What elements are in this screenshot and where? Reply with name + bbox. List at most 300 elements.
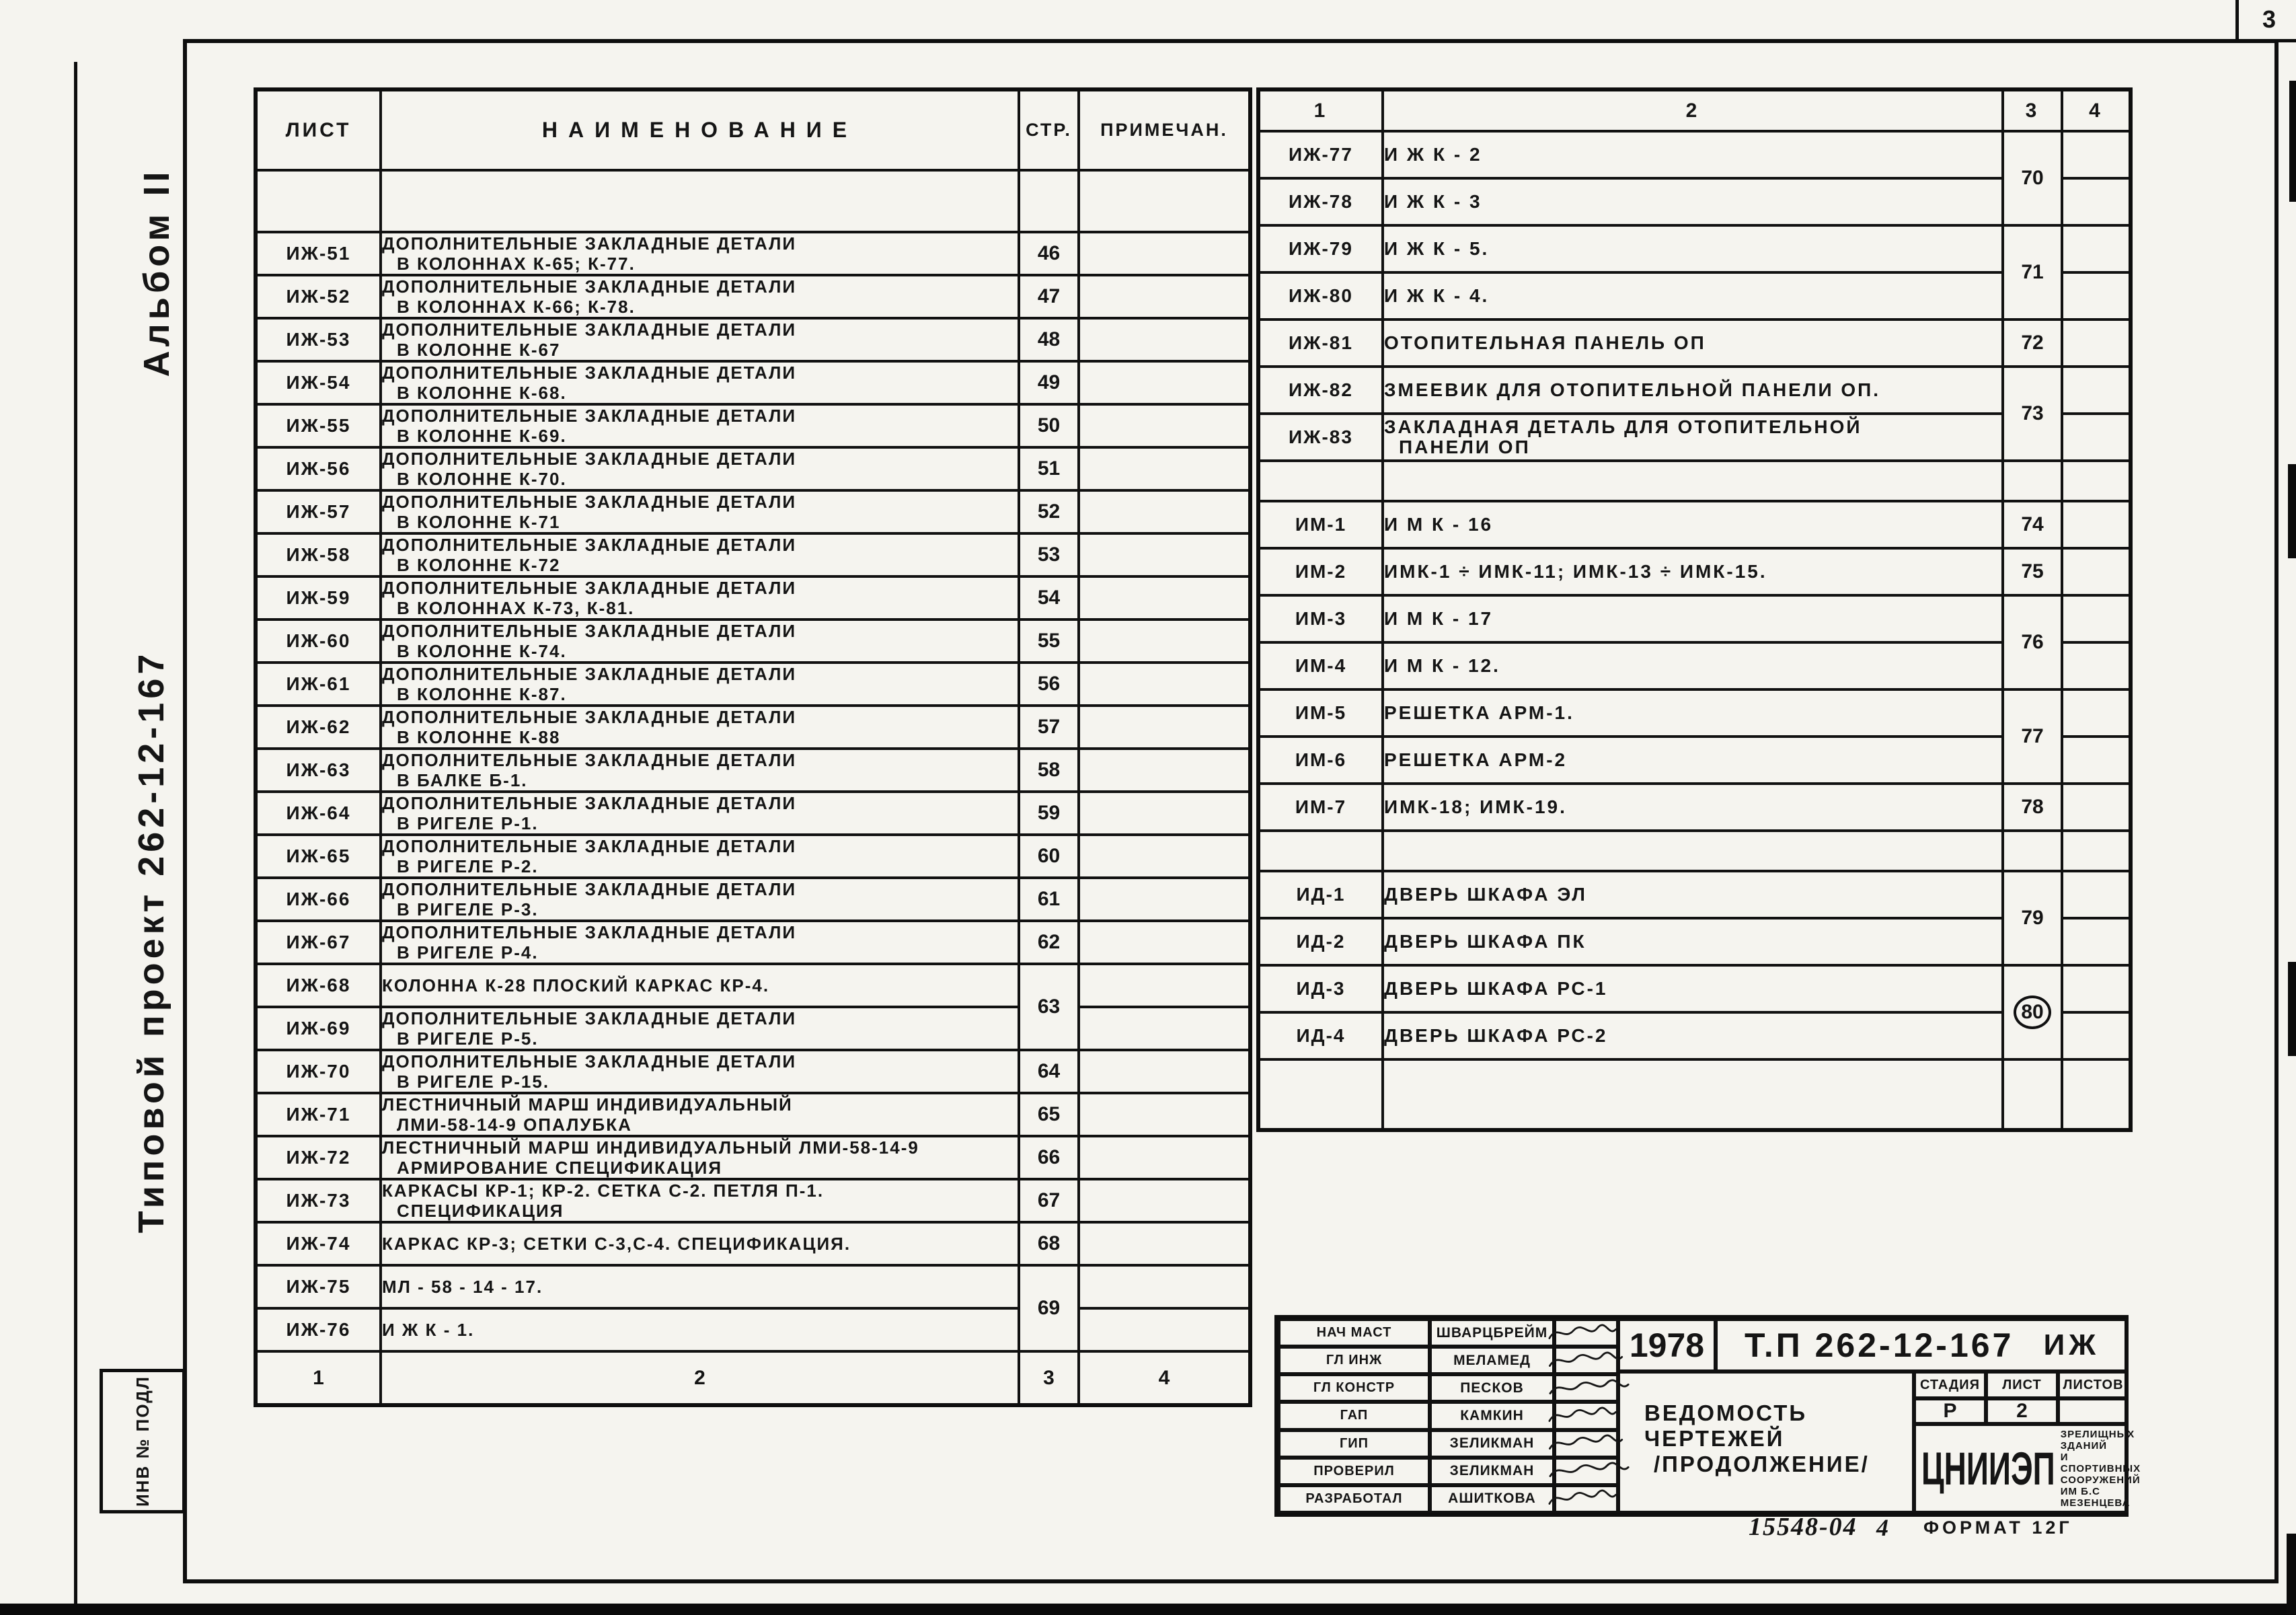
sheet-id-cell: ИЖ-57 xyxy=(256,490,381,533)
table-row xyxy=(256,1007,1250,1050)
name-line: В КОЛОННАХ К-73, К-81. xyxy=(397,598,635,618)
sheet-id-cell: ИЖ-81 xyxy=(1258,320,1383,367)
note-cell xyxy=(2062,178,2131,225)
name-line: ДВЕРЬ ШКАФА РС-1 xyxy=(1384,978,1608,999)
page-cell xyxy=(1019,1050,1079,1093)
table-footer-row xyxy=(256,1351,1250,1405)
note-cell xyxy=(1079,318,1250,361)
table-row xyxy=(1258,414,2131,461)
name-line: ДОПОЛНИТЕЛЬНЫЕ ЗАКЛАДНЫЕ ДЕТАЛИ xyxy=(382,879,797,899)
name-line: И Ж К - 5. xyxy=(1384,238,1490,259)
page-number: 80 xyxy=(2014,996,2051,1029)
name-cell xyxy=(1383,501,2003,548)
name-line: ДОПОЛНИТЕЛЬНЫЕ ЗАКЛАДНЫЕ ДЕТАЛИ xyxy=(382,578,797,598)
scan-streak xyxy=(2287,1534,2296,1614)
person-role: ГАП xyxy=(1278,1402,1430,1429)
name-line: В КОЛОННЕ К-88 xyxy=(397,727,561,747)
page-cell xyxy=(1019,490,1079,533)
sheet-id-cell: ИД-4 xyxy=(1258,1012,1383,1059)
name-line: ИМК-1 ÷ ИМК-11; ИМК-13 ÷ ИМК-15. xyxy=(1384,561,1767,582)
organization-description xyxy=(2061,1429,2141,1509)
name-cell xyxy=(381,576,1019,619)
table-row xyxy=(1258,131,2131,178)
note-cell xyxy=(1079,1265,1250,1308)
name-cell xyxy=(381,964,1019,1007)
sheet-id-cell: ИМ-1 xyxy=(1258,501,1383,548)
person-role: ГЛ ИНЖ xyxy=(1278,1347,1430,1374)
sheet-id-cell: ИМ-6 xyxy=(1258,737,1383,784)
name-line: ДОПОЛНИТЕЛЬНЫЕ ЗАКЛАДНЫЕ ДЕТАЛИ xyxy=(382,922,797,942)
note-cell xyxy=(1079,533,1250,576)
name-cell xyxy=(1383,414,2003,461)
person-signature xyxy=(1554,1430,1618,1458)
page-number: 53 xyxy=(1037,543,1061,566)
page-cell xyxy=(1019,318,1079,361)
name-cell xyxy=(1383,965,2003,1012)
table-row xyxy=(1258,689,2131,737)
name-cell xyxy=(1383,272,2003,320)
drawing-index-table-left xyxy=(254,87,1248,1407)
page-number: 68 xyxy=(1037,1232,1061,1254)
name-line: ДОПОЛНИТЕЛЬНЫЕ ЗАКЛАДНЫЕ ДЕТАЛИ xyxy=(382,406,797,426)
note-cell xyxy=(1079,1007,1250,1050)
name-line: В КОЛОННАХ К-66; К-78. xyxy=(397,297,636,317)
note-cell xyxy=(2062,784,2131,831)
page-cell xyxy=(1019,835,1079,878)
table-row xyxy=(256,447,1250,490)
sheet-id-cell: ИЖ-54 xyxy=(256,361,381,404)
name-line: ЛЕСТНИЧНЫЙ МАРШ ИНДИВИДУАЛЬНЫЙ xyxy=(382,1094,793,1115)
name-cell xyxy=(381,1308,1019,1351)
column-number: 1 xyxy=(256,1351,381,1405)
page-number: 48 xyxy=(1037,328,1061,350)
page-cell xyxy=(1019,447,1079,490)
sheet-id-cell: ИЖ-53 xyxy=(256,318,381,361)
name-cell xyxy=(381,706,1019,749)
person-name: МЕЛАМЕД xyxy=(1430,1347,1554,1374)
table-row xyxy=(256,1136,1250,1179)
name-line: В РИГЕЛЕ Р-1. xyxy=(397,813,539,833)
empty-cell xyxy=(2003,1059,2062,1130)
sheet-id-cell: ИЖ-82 xyxy=(1258,367,1383,414)
page-number: 3 xyxy=(2262,5,2276,33)
name-cell xyxy=(381,232,1019,275)
empty-cell xyxy=(2062,1059,2131,1130)
organization-description-line: ЗРЕЛИЩНЫХ ЗДАНИЙ xyxy=(2060,1428,2135,1452)
name-cell xyxy=(381,1007,1019,1050)
note-cell xyxy=(1079,576,1250,619)
page-number: 51 xyxy=(1037,457,1061,480)
page-number: 75 xyxy=(2021,560,2044,583)
table-row xyxy=(256,706,1250,749)
table-row xyxy=(256,1308,1250,1351)
table-row xyxy=(256,533,1250,576)
page-cell xyxy=(1019,232,1079,275)
page-cell xyxy=(2003,871,2062,965)
page-cell xyxy=(1019,749,1079,792)
page-number: 56 xyxy=(1037,673,1061,695)
page-number: 69 xyxy=(1037,1297,1061,1319)
page-cell xyxy=(2003,367,2062,461)
note-cell xyxy=(1079,1179,1250,1222)
page-reference: 4 xyxy=(1876,1514,1888,1541)
sheet-id-cell: ИЖ-65 xyxy=(256,835,381,878)
document-subtitle: /ПРОДОЛЖЕНИЕ/ xyxy=(1654,1452,1870,1476)
name-cell xyxy=(381,318,1019,361)
sheet-id-cell: ИЖ-68 xyxy=(256,964,381,1007)
name-line: В КОЛОННЕ К-69. xyxy=(397,426,567,446)
table-row xyxy=(256,361,1250,404)
project-label: Типовой проект 262-12-167 xyxy=(131,650,171,1234)
sheet-id-cell: ИЖ-64 xyxy=(256,792,381,835)
organization-logo: ЦНИИЭП xyxy=(1921,1442,2055,1495)
page-number: 67 xyxy=(1037,1189,1061,1211)
drawing-index-table-right xyxy=(1256,87,2129,1132)
table-row xyxy=(1258,642,2131,689)
page-cell xyxy=(1019,1179,1079,1222)
sheet-id-cell: ИМ-5 xyxy=(1258,689,1383,737)
page-number: 60 xyxy=(1037,845,1061,867)
name-line: ДОПОЛНИТЕЛЬНЫЕ ЗАКЛАДНЫЕ ДЕТАЛИ xyxy=(382,449,797,469)
person-name: АШИТКОВА xyxy=(1430,1485,1554,1513)
sheet-id-cell: ИЖ-74 xyxy=(256,1222,381,1265)
signature-icon xyxy=(1545,1322,1628,1345)
sheet-id-cell: ИЖ-59 xyxy=(256,576,381,619)
name-line: ДОПОЛНИТЕЛЬНЫЕ ЗАКЛАДНЫЕ ДЕТАЛИ xyxy=(382,1008,797,1028)
sheet-id-cell: ИЖ-80 xyxy=(1258,272,1383,320)
page-cell xyxy=(1019,361,1079,404)
name-line: ДОПОЛНИТЕЛЬНЫЕ ЗАКЛАДНЫЕ ДЕТАЛИ xyxy=(382,664,797,684)
name-cell xyxy=(381,275,1019,318)
sheet-id-cell: ИЖ-56 xyxy=(256,447,381,490)
name-line: В РИГЕЛЕ Р-5. xyxy=(397,1028,539,1049)
page-cell xyxy=(2003,320,2062,367)
page-number: 71 xyxy=(2021,261,2044,283)
name-cell xyxy=(381,921,1019,964)
note-cell xyxy=(1079,490,1250,533)
empty-cell xyxy=(1383,831,2003,871)
left-index-table xyxy=(254,87,1252,1407)
page-number: 58 xyxy=(1037,759,1061,781)
person-signature xyxy=(1554,1402,1618,1429)
page-number: 62 xyxy=(1037,931,1061,953)
sheet-id-cell: ИМ-3 xyxy=(1258,595,1383,642)
table-row xyxy=(256,921,1250,964)
page-number: 63 xyxy=(1037,996,1061,1018)
name-line: И Ж К - 2 xyxy=(1384,144,1482,165)
empty-cell xyxy=(381,170,1019,232)
empty-cell xyxy=(1079,170,1250,232)
name-cell xyxy=(381,1265,1019,1308)
note-cell xyxy=(1079,619,1250,663)
sheet-id-cell: ИЖ-63 xyxy=(256,749,381,792)
name-cell xyxy=(381,361,1019,404)
note-cell xyxy=(1079,878,1250,921)
organization-cell xyxy=(1914,1424,2141,1513)
document-title: ВЕДОМОСТЬ ЧЕРТЕЖЕЙ xyxy=(1644,1400,1808,1451)
name-line: ДВЕРЬ ШКАФА ПК xyxy=(1384,931,1586,952)
note-cell xyxy=(2062,642,2131,689)
name-cell xyxy=(1383,737,2003,784)
name-line: ОТОПИТЕЛЬНАЯ ПАНЕЛЬ ОП xyxy=(1384,332,1706,353)
table-row xyxy=(1258,320,2131,367)
person-role: НАЧ МАСТ xyxy=(1278,1319,1430,1347)
note-cell xyxy=(1079,749,1250,792)
name-cell xyxy=(1383,642,2003,689)
sheet-id-cell: ИЖ-83 xyxy=(1258,414,1383,461)
table-row xyxy=(256,964,1250,1007)
table-row xyxy=(1258,501,2131,548)
name-line: ДОПОЛНИТЕЛЬНЫЕ ЗАКЛАДНЫЕ ДЕТАЛИ xyxy=(382,535,797,555)
name-line: И М К - 17 xyxy=(1384,608,1494,629)
name-line: КАРКАСЫ КР-1; КР-2. СЕТКА С-2. ПЕТЛЯ П-1. xyxy=(382,1180,825,1201)
name-line: И М К - 16 xyxy=(1384,514,1494,535)
table-header-row xyxy=(256,89,1250,170)
table-row xyxy=(1258,784,2131,831)
page-cell xyxy=(2003,965,2062,1059)
sheets-header: ЛИСТОВ xyxy=(2058,1372,2129,1398)
note-cell xyxy=(1079,1308,1250,1351)
organization-description-line: И СПОРТИВНЫХ xyxy=(2060,1451,2141,1474)
table-row xyxy=(256,1265,1250,1308)
note-cell xyxy=(1079,1093,1250,1136)
column-number: 3 xyxy=(1019,1351,1079,1405)
name-line: В РИГЕЛЕ Р-4. xyxy=(397,942,539,963)
name-line: РЕШЕТКА АРМ-1. xyxy=(1384,702,1574,723)
table-row xyxy=(1258,367,2131,414)
note-cell xyxy=(2062,965,2131,1012)
name-line: ДОПОЛНИТЕЛЬНЫЕ ЗАКЛАДНЫЕ ДЕТАЛИ xyxy=(382,750,797,770)
sheet-id-cell: ИЖ-75 xyxy=(256,1265,381,1308)
table-row xyxy=(256,1050,1250,1093)
right-index-table xyxy=(1256,87,2133,1132)
name-line: ЛМИ-58-14-9 ОПАЛУБКА xyxy=(397,1115,632,1135)
page-cell xyxy=(2003,595,2062,689)
note-cell xyxy=(1079,663,1250,706)
name-cell xyxy=(381,1136,1019,1179)
page-cell xyxy=(1019,533,1079,576)
table-row xyxy=(256,404,1250,447)
name-cell xyxy=(381,404,1019,447)
name-line: ДОПОЛНИТЕЛЬНЫЕ ЗАКЛАДНЫЕ ДЕТАЛИ xyxy=(382,793,797,813)
column-number: 4 xyxy=(1079,1351,1250,1405)
column-header: ПРИМЕЧАН. xyxy=(1079,89,1250,170)
scan-streak xyxy=(2288,962,2296,1056)
table-row xyxy=(1258,1012,2131,1059)
name-cell xyxy=(381,835,1019,878)
page-number-box xyxy=(2235,0,2296,42)
name-line: ДОПОЛНИТЕЛЬНЫЕ ЗАКЛАДНЫЕ ДЕТАЛИ xyxy=(382,621,797,641)
page-number: 76 xyxy=(2021,631,2044,653)
project-code-cell xyxy=(1716,1319,2129,1372)
blank-row xyxy=(256,170,1250,232)
note-cell xyxy=(1079,232,1250,275)
person-role: ГЛ КОНСТР xyxy=(1278,1374,1430,1402)
person-signature xyxy=(1554,1319,1618,1347)
title-block-person-row xyxy=(1278,1485,1618,1513)
table-row xyxy=(256,749,1250,792)
name-line: ЛЕСТНИЧНЫЙ МАРШ ИНДИВИДУАЛЬНЫЙ ЛМИ-58-14-9 xyxy=(382,1137,919,1158)
sheet-id-cell: ИЖ-69 xyxy=(256,1007,381,1050)
table-row xyxy=(1258,225,2131,272)
sheet-id-cell: ИЖ-61 xyxy=(256,663,381,706)
title-block-person-row xyxy=(1278,1430,1618,1458)
year-value: 1978 xyxy=(1629,1326,1705,1364)
name-line: В БАЛКЕ Б-1. xyxy=(397,770,528,790)
sheet-id-cell: ИЖ-51 xyxy=(256,232,381,275)
sheet-id-cell: ИЖ-76 xyxy=(256,1308,381,1351)
inventory-label: ИНВ № ПОДЛ xyxy=(132,1375,153,1507)
empty-cell xyxy=(1019,170,1079,232)
sheet-id-cell: ИД-1 xyxy=(1258,871,1383,918)
title-block-person-row xyxy=(1278,1458,1618,1485)
name-line: В РИГЕЛЕ Р-15. xyxy=(397,1072,550,1092)
note-cell xyxy=(2062,225,2131,272)
person-name: ШВАРЦБРЕЙМ xyxy=(1430,1319,1554,1347)
table-row xyxy=(256,1093,1250,1136)
name-cell xyxy=(381,1222,1019,1265)
table-row xyxy=(1258,595,2131,642)
album-label: Альбом II xyxy=(137,167,177,377)
sheet-edge-line xyxy=(74,62,77,1615)
note-cell xyxy=(2062,320,2131,367)
note-cell xyxy=(1079,706,1250,749)
scan-streak xyxy=(2288,464,2296,558)
empty-cell xyxy=(1258,461,1383,501)
table-row xyxy=(256,619,1250,663)
project-code: Т.П 262-12-167 xyxy=(1745,1326,2014,1364)
name-cell xyxy=(1383,367,2003,414)
name-line: В КОЛОННАХ К-65; К-77. xyxy=(397,254,636,274)
name-line: ДОПОЛНИТЕЛЬНЫЕ ЗАКЛАДНЫЕ ДЕТАЛИ xyxy=(382,363,797,383)
note-cell xyxy=(2062,548,2131,595)
table-row xyxy=(256,275,1250,318)
name-line: ЗАКЛАДНАЯ ДЕТАЛЬ ДЛЯ ОТОПИТЕЛЬНОЙ xyxy=(1384,416,1862,437)
name-line: В КОЛОННЕ К-72 xyxy=(397,555,561,575)
note-cell xyxy=(1079,921,1250,964)
table-row xyxy=(256,576,1250,619)
name-line: СПЕЦИФИКАЦИЯ xyxy=(397,1201,564,1221)
sheet-id-cell: ИЖ-58 xyxy=(256,533,381,576)
name-cell xyxy=(1383,131,2003,178)
name-cell xyxy=(1383,178,2003,225)
name-line: КАРКАС КР-3; СЕТКИ С-3,С-4. СПЕЦИФИКАЦИЯ. xyxy=(382,1234,851,1254)
page-cell xyxy=(1019,1265,1079,1351)
column-header: ЛИСТ xyxy=(256,89,381,170)
sheets-value xyxy=(2058,1398,2129,1424)
name-line: ДОПОЛНИТЕЛЬНЫЕ ЗАКЛАДНЫЕ ДЕТАЛИ xyxy=(382,320,797,340)
note-cell xyxy=(1079,361,1250,404)
name-cell xyxy=(1383,320,2003,367)
page-cell xyxy=(1019,921,1079,964)
name-cell xyxy=(1383,548,2003,595)
person-role: ГИП xyxy=(1278,1430,1430,1458)
name-line: В КОЛОННЕ К-87. xyxy=(397,684,567,704)
note-cell xyxy=(2062,414,2131,461)
note-cell xyxy=(1079,447,1250,490)
name-cell xyxy=(381,533,1019,576)
sheet-id-cell: ИЖ-60 xyxy=(256,619,381,663)
name-line: И Ж К - 1. xyxy=(382,1320,475,1340)
name-line: ДОПОЛНИТЕЛЬНЫЕ ЗАКЛАДНЫЕ ДЕТАЛИ xyxy=(382,233,797,254)
year-cell xyxy=(1618,1319,1716,1372)
column-header: 3 xyxy=(2003,89,2062,131)
sheet-id-cell: ИМ-2 xyxy=(1258,548,1383,595)
table-row xyxy=(1258,272,2131,320)
page-number: 64 xyxy=(1037,1060,1061,1082)
name-line: ПАНЕЛИ ОП xyxy=(1399,437,1531,457)
page-cell xyxy=(1019,1093,1079,1136)
note-cell xyxy=(2062,1012,2131,1059)
page-number: 54 xyxy=(1037,587,1061,609)
empty-cell xyxy=(1258,1059,1383,1130)
page-cell xyxy=(1019,878,1079,921)
sheet-id-cell: ИМ-4 xyxy=(1258,642,1383,689)
person-name: КАМКИН xyxy=(1430,1402,1554,1429)
person-role: РАЗРАБОТАЛ xyxy=(1278,1485,1430,1513)
person-signature xyxy=(1554,1458,1618,1485)
page-cell xyxy=(1019,275,1079,318)
person-name: ЗЕЛИКМАН xyxy=(1430,1430,1554,1458)
page-number: 73 xyxy=(2021,402,2044,424)
document-number: 15548-04 xyxy=(1749,1513,1858,1541)
empty-cell xyxy=(2062,461,2131,501)
page-number: 57 xyxy=(1037,716,1061,738)
table-row xyxy=(256,1222,1250,1265)
page-number: 79 xyxy=(2021,907,2044,929)
name-line: В РИГЕЛЕ Р-3. xyxy=(397,899,539,919)
name-cell xyxy=(381,1050,1019,1093)
name-line: В КОЛОННЕ К-74. xyxy=(397,641,567,661)
page-number: 49 xyxy=(1037,371,1061,393)
sheet-header: ЛИСТ xyxy=(1986,1372,2058,1398)
note-cell xyxy=(1079,964,1250,1007)
sheet-id-cell: ИЖ-71 xyxy=(256,1093,381,1136)
name-line: ДВЕРЬ ШКАФА РС-2 xyxy=(1384,1025,1608,1046)
page-cell xyxy=(2003,225,2062,320)
table-row xyxy=(256,792,1250,835)
section-gap-row xyxy=(1258,461,2131,501)
note-cell xyxy=(2062,689,2131,737)
page-cell xyxy=(1019,404,1079,447)
name-cell xyxy=(381,792,1019,835)
page-number: 61 xyxy=(1037,888,1061,910)
table-row xyxy=(1258,965,2131,1012)
name-line: И Ж К - 3 xyxy=(1384,191,1482,212)
page-number: 70 xyxy=(2021,167,2044,189)
table-header-row xyxy=(1258,89,2131,131)
signature-icon xyxy=(1545,1432,1628,1455)
note-cell xyxy=(1079,404,1250,447)
person-role: ПРОВЕРИЛ xyxy=(1278,1458,1430,1485)
name-cell xyxy=(1383,595,2003,642)
name-line: В КОЛОННЕ К-71 xyxy=(397,512,561,532)
note-cell xyxy=(1079,1050,1250,1093)
name-line: ДОПОЛНИТЕЛЬНЫЕ ЗАКЛАДНЫЕ ДЕТАЛИ xyxy=(382,492,797,512)
note-cell xyxy=(2062,595,2131,642)
title-block-person-row xyxy=(1278,1402,1618,1429)
name-cell xyxy=(381,749,1019,792)
page-cell xyxy=(1019,1136,1079,1179)
page-number: 52 xyxy=(1037,500,1061,523)
page-number: 78 xyxy=(2021,796,2044,818)
column-header: СТР. xyxy=(1019,89,1079,170)
name-line: ДОПОЛНИТЕЛЬНЫЕ ЗАКЛАДНЫЕ ДЕТАЛИ xyxy=(382,1051,797,1072)
column-header: НАИМЕНОВАНИЕ xyxy=(381,89,1019,170)
sheet-id-cell: ИЖ-72 xyxy=(256,1136,381,1179)
table-row xyxy=(256,663,1250,706)
signature-icon xyxy=(1545,1487,1628,1510)
